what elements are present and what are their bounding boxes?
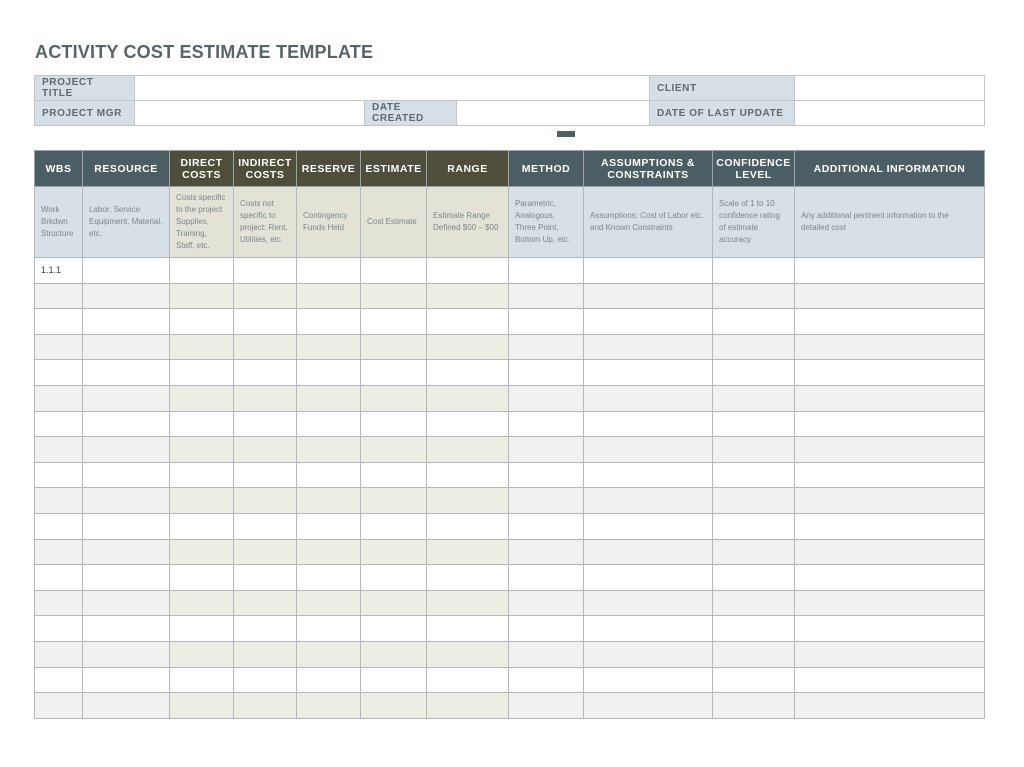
table-cell[interactable] — [584, 437, 713, 463]
table-cell[interactable] — [361, 590, 427, 616]
table-cell[interactable] — [83, 309, 170, 335]
table-cell[interactable] — [297, 334, 361, 360]
wbs-cell[interactable] — [35, 590, 83, 616]
table-cell[interactable] — [83, 616, 170, 642]
wbs-cell[interactable] — [35, 513, 83, 539]
table-cell[interactable] — [509, 488, 584, 514]
table-cell[interactable] — [297, 539, 361, 565]
table-cell[interactable] — [584, 334, 713, 360]
table-cell[interactable] — [83, 334, 170, 360]
table-cell[interactable] — [795, 258, 985, 284]
column-description: Assumptions: Cost of Labor etc. and Known Constraints — [584, 187, 713, 258]
table-cell[interactable] — [361, 334, 427, 360]
table-cell[interactable] — [795, 539, 985, 565]
table-cell[interactable] — [713, 360, 795, 386]
table-cell[interactable] — [795, 693, 985, 719]
table-cell[interactable] — [795, 411, 985, 437]
table-cell[interactable] — [795, 616, 985, 642]
table-cell[interactable] — [83, 258, 170, 284]
table-cell[interactable] — [584, 693, 713, 719]
table-cell[interactable] — [795, 667, 985, 693]
table-cell[interactable] — [234, 616, 297, 642]
table-cell[interactable] — [83, 411, 170, 437]
table-cell[interactable] — [234, 693, 297, 719]
table-cell[interactable] — [234, 385, 297, 411]
page-title: ACTIVITY COST ESTIMATE TEMPLATE — [35, 42, 374, 62]
column-description: Estimate Range Defined $00 – $00 — [427, 187, 509, 258]
table-cell[interactable] — [713, 437, 795, 463]
table-cell[interactable] — [170, 385, 234, 411]
column-header: ADDITIONAL INFORMATION — [795, 151, 985, 187]
table-cell[interactable] — [297, 385, 361, 411]
table-row — [35, 590, 985, 616]
table-cell[interactable] — [170, 590, 234, 616]
client-field[interactable] — [795, 76, 985, 101]
table-cell[interactable] — [427, 258, 509, 284]
table-cell[interactable] — [795, 462, 985, 488]
column-description: Parametric, Analogous, Three Point, Bottom Up, etc. — [509, 187, 584, 258]
table-cell[interactable] — [234, 565, 297, 591]
table-cell[interactable] — [361, 693, 427, 719]
table-cell[interactable] — [427, 590, 509, 616]
table-cell[interactable] — [509, 539, 584, 565]
table-cell[interactable] — [795, 641, 985, 667]
column-header: DIRECT COSTS — [170, 151, 234, 187]
table-cell[interactable] — [170, 462, 234, 488]
wbs-cell[interactable] — [35, 641, 83, 667]
column-description: Scale of 1 to 10 confidence rating of estimate accuracy — [713, 187, 795, 258]
table-row — [35, 283, 985, 309]
wbs-cell[interactable] — [35, 667, 83, 693]
header-row — [35, 151, 985, 187]
table-cell[interactable] — [234, 437, 297, 463]
table-cell[interactable] — [795, 283, 985, 309]
table-row — [35, 565, 985, 591]
table-cell[interactable] — [234, 411, 297, 437]
column-header: RESOURCE — [83, 151, 170, 187]
table-cell[interactable] — [713, 488, 795, 514]
table-cell[interactable] — [713, 258, 795, 284]
wbs-cell[interactable] — [35, 693, 83, 719]
column-description: Work Brkdwn Structure — [35, 187, 83, 258]
table-cell[interactable] — [83, 462, 170, 488]
table-cell[interactable] — [361, 539, 427, 565]
table-cell[interactable] — [584, 539, 713, 565]
column-header: CONFIDENCE LEVEL — [713, 151, 795, 187]
table-cell[interactable] — [427, 385, 509, 411]
table-cell[interactable] — [584, 641, 713, 667]
table-cell[interactable] — [427, 539, 509, 565]
wbs-cell[interactable] — [35, 539, 83, 565]
table-cell[interactable] — [297, 488, 361, 514]
column-description: Any additional pertinent information to the detailed cost — [795, 187, 985, 258]
wbs-cell[interactable] — [35, 334, 83, 360]
column-header: RANGE — [427, 151, 509, 187]
table-cell[interactable] — [361, 641, 427, 667]
wbs-cell[interactable] — [35, 411, 83, 437]
table-cell[interactable] — [234, 539, 297, 565]
column-description: Labor, Service Equipment, Material, etc. — [83, 187, 170, 258]
table-cell[interactable] — [361, 565, 427, 591]
table-cell[interactable] — [427, 411, 509, 437]
table-cell[interactable] — [427, 565, 509, 591]
table-cell[interactable] — [170, 488, 234, 514]
table-cell[interactable] — [584, 462, 713, 488]
table-cell[interactable] — [713, 513, 795, 539]
table-cell[interactable] — [170, 283, 234, 309]
table-cell[interactable] — [361, 667, 427, 693]
table-cell[interactable] — [584, 411, 713, 437]
table-cell[interactable] — [297, 565, 361, 591]
table-cell[interactable] — [795, 488, 985, 514]
table-cell[interactable] — [170, 411, 234, 437]
table-cell[interactable] — [584, 360, 713, 386]
table-cell[interactable] — [170, 565, 234, 591]
table-cell[interactable] — [297, 437, 361, 463]
table-cell[interactable] — [509, 667, 584, 693]
table-cell[interactable] — [170, 360, 234, 386]
date-last-update-field[interactable] — [795, 101, 985, 126]
table-row — [35, 385, 985, 411]
table-cell[interactable] — [509, 590, 584, 616]
section-marker — [557, 131, 575, 137]
table-cell[interactable] — [297, 283, 361, 309]
table-cell[interactable] — [361, 283, 427, 309]
table-cell[interactable] — [795, 513, 985, 539]
table-cell[interactable] — [427, 513, 509, 539]
table-cell[interactable] — [509, 462, 584, 488]
table-cell[interactable] — [83, 565, 170, 591]
table-cell[interactable] — [795, 565, 985, 591]
wbs-cell[interactable] — [35, 616, 83, 642]
table-cell[interactable] — [83, 513, 170, 539]
wbs-cell[interactable] — [35, 565, 83, 591]
table-cell[interactable] — [234, 258, 297, 284]
table-cell[interactable] — [427, 334, 509, 360]
table-cell[interactable] — [361, 411, 427, 437]
table-cell[interactable] — [713, 539, 795, 565]
table-row — [35, 334, 985, 360]
table-cell[interactable] — [584, 565, 713, 591]
table-cell[interactable] — [795, 385, 985, 411]
table-cell[interactable] — [795, 309, 985, 335]
table-cell[interactable] — [361, 360, 427, 386]
column-header: RESERVE — [297, 151, 361, 187]
table-cell[interactable] — [713, 667, 795, 693]
column-header: ESTIMATE — [361, 151, 427, 187]
table-row — [35, 411, 985, 437]
table-cell[interactable] — [297, 590, 361, 616]
column-description: Cost Estimate — [361, 187, 427, 258]
table-cell[interactable] — [713, 590, 795, 616]
table-cell[interactable] — [170, 309, 234, 335]
table-cell[interactable] — [795, 360, 985, 386]
table-cell[interactable] — [427, 641, 509, 667]
table-cell[interactable] — [509, 283, 584, 309]
table-row — [35, 513, 985, 539]
table-cell[interactable] — [170, 258, 234, 284]
table-cell[interactable] — [234, 641, 297, 667]
table-cell[interactable] — [584, 667, 713, 693]
table-cell[interactable] — [170, 616, 234, 642]
table-cell[interactable] — [297, 616, 361, 642]
column-description: Contingency Funds Held — [297, 187, 361, 258]
table-cell[interactable] — [795, 334, 985, 360]
wbs-cell[interactable] — [35, 385, 83, 411]
table-cell[interactable] — [170, 334, 234, 360]
table-cell[interactable] — [713, 283, 795, 309]
table-cell[interactable] — [584, 385, 713, 411]
table-cell[interactable] — [584, 309, 713, 335]
wbs-cell[interactable] — [35, 437, 83, 463]
table-cell[interactable] — [297, 667, 361, 693]
client-label: CLIENT — [650, 76, 795, 101]
table-cell[interactable] — [170, 667, 234, 693]
table-cell[interactable] — [509, 258, 584, 284]
project-mgr-field[interactable] — [135, 101, 365, 126]
table-row — [35, 309, 985, 335]
description-row — [35, 187, 985, 258]
project-info-table — [34, 75, 985, 126]
table-cell[interactable] — [170, 539, 234, 565]
table-cell[interactable] — [170, 513, 234, 539]
table-cell[interactable] — [427, 309, 509, 335]
table-row — [35, 539, 985, 565]
date-created-field[interactable] — [457, 101, 650, 126]
table-cell[interactable] — [83, 693, 170, 719]
table-cell[interactable] — [83, 488, 170, 514]
table-cell[interactable] — [713, 411, 795, 437]
table-cell[interactable] — [713, 641, 795, 667]
table-cell[interactable] — [509, 334, 584, 360]
column-header: INDIRECT COSTS — [234, 151, 297, 187]
table-cell[interactable] — [713, 616, 795, 642]
table-row — [35, 641, 985, 667]
wbs-cell[interactable] — [35, 309, 83, 335]
table-cell[interactable] — [83, 667, 170, 693]
table-cell[interactable] — [509, 616, 584, 642]
table-cell[interactable] — [234, 462, 297, 488]
table-cell[interactable] — [713, 462, 795, 488]
table-cell[interactable] — [584, 590, 713, 616]
table-cell[interactable] — [584, 283, 713, 309]
table-cell[interactable] — [509, 385, 584, 411]
table-cell[interactable] — [509, 513, 584, 539]
table-cell[interactable] — [509, 411, 584, 437]
table-cell[interactable] — [361, 258, 427, 284]
table-cell[interactable] — [361, 437, 427, 463]
table-cell[interactable] — [297, 309, 361, 335]
table-cell[interactable] — [795, 437, 985, 463]
table-cell[interactable] — [509, 693, 584, 719]
table-cell[interactable] — [584, 616, 713, 642]
table-cell[interactable] — [297, 258, 361, 284]
column-description: Costs specific to the project Supplies, Training, Staff, etc. — [170, 187, 234, 258]
table-row — [35, 488, 985, 514]
wbs-cell[interactable] — [35, 360, 83, 386]
table-cell[interactable] — [584, 488, 713, 514]
table-cell[interactable] — [361, 385, 427, 411]
table-cell[interactable] — [234, 590, 297, 616]
project-mgr-label: PROJECT MGR — [35, 101, 135, 126]
column-description: Costs not specific to project: Rent, Utilities, etc. — [234, 187, 297, 258]
date-created-label: DATE CREATED — [365, 101, 457, 126]
table-row — [35, 667, 985, 693]
table-cell[interactable] — [234, 360, 297, 386]
table-cell[interactable] — [713, 334, 795, 360]
table-cell[interactable] — [509, 437, 584, 463]
table-cell[interactable] — [509, 641, 584, 667]
table-cell[interactable] — [234, 513, 297, 539]
project-title-label: PROJECT TITLE — [35, 76, 135, 101]
table-cell[interactable] — [361, 309, 427, 335]
wbs-cell[interactable] — [35, 488, 83, 514]
wbs-cell[interactable]: 1.1.1 — [35, 258, 83, 284]
table-row — [35, 258, 985, 284]
table-cell[interactable] — [83, 283, 170, 309]
table-cell[interactable] — [83, 539, 170, 565]
date-last-update-label: DATE OF LAST UPDATE — [650, 101, 795, 126]
table-cell[interactable] — [83, 590, 170, 616]
table-cell[interactable] — [584, 513, 713, 539]
table-cell[interactable] — [427, 283, 509, 309]
table-cell[interactable] — [427, 693, 509, 719]
table-cell[interactable] — [297, 641, 361, 667]
table-cell[interactable] — [297, 462, 361, 488]
cost-estimate-table — [34, 150, 985, 719]
table-cell[interactable] — [427, 667, 509, 693]
table-cell[interactable] — [713, 309, 795, 335]
table-cell[interactable] — [297, 693, 361, 719]
table-row — [35, 462, 985, 488]
table-cell[interactable] — [361, 488, 427, 514]
table-cell[interactable] — [427, 616, 509, 642]
table-cell[interactable] — [427, 488, 509, 514]
wbs-cell[interactable] — [35, 462, 83, 488]
table-cell[interactable] — [83, 641, 170, 667]
table-cell[interactable] — [297, 513, 361, 539]
table-cell[interactable] — [713, 693, 795, 719]
table-cell[interactable] — [234, 334, 297, 360]
table-cell[interactable] — [361, 513, 427, 539]
column-header: WBS — [35, 151, 83, 187]
table-cell[interactable] — [427, 437, 509, 463]
table-cell[interactable] — [83, 385, 170, 411]
table-cell[interactable] — [361, 462, 427, 488]
table-cell[interactable] — [83, 360, 170, 386]
wbs-cell[interactable] — [35, 283, 83, 309]
table-cell[interactable] — [170, 641, 234, 667]
table-cell[interactable] — [795, 590, 985, 616]
table-cell[interactable] — [427, 462, 509, 488]
table-cell[interactable] — [509, 360, 584, 386]
table-cell[interactable] — [170, 437, 234, 463]
table-cell[interactable] — [509, 565, 584, 591]
table-cell[interactable] — [361, 616, 427, 642]
table-cell[interactable] — [297, 411, 361, 437]
table-row — [35, 437, 985, 463]
table-cell[interactable] — [713, 565, 795, 591]
table-row — [35, 360, 985, 386]
table-cell[interactable] — [297, 360, 361, 386]
table-cell[interactable] — [509, 309, 584, 335]
table-cell[interactable] — [234, 309, 297, 335]
table-cell[interactable] — [170, 693, 234, 719]
table-cell[interactable] — [584, 258, 713, 284]
column-header: METHOD — [509, 151, 584, 187]
table-row — [35, 616, 985, 642]
table-cell[interactable] — [234, 667, 297, 693]
table-cell[interactable] — [713, 385, 795, 411]
table-cell[interactable] — [234, 488, 297, 514]
table-cell[interactable] — [234, 283, 297, 309]
project-title-field[interactable] — [135, 76, 650, 101]
table-cell[interactable] — [83, 437, 170, 463]
column-header: ASSUMPTIONS & CONSTRAINTS — [584, 151, 713, 187]
table-row — [35, 693, 985, 719]
table-cell[interactable] — [427, 360, 509, 386]
